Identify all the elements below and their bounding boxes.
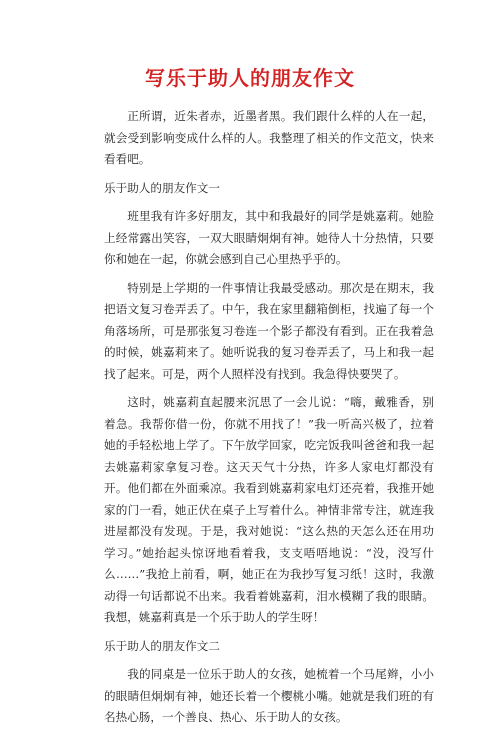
section-heading: 乐于助人的朋友作文一 (104, 180, 220, 195)
intro-paragraph: 正所谓，近朱者赤，近墨者黑。我们跟什么样的人在一起，就会受到影响变成什么样的人。我整理了相关的作文范文，快来看看吧。 (104, 109, 434, 166)
section-heading: 乐于助人的朋友作文二 (104, 638, 220, 653)
document-body (104, 106, 434, 736)
body-paragraph: 班里我有许多好朋友，其中和我最好的同学是姚嘉莉。她脸上经常露出笑容，一双大眼睛炯炯有神。她待人十分热情，只要你和她在一起，你就会感到自己心里热乎乎的。 (104, 209, 434, 266)
body-paragraph: 特别是上学期的一件事情让我最受感动。那次是在期末，我把语文复习卷弄丢了。中午，我在家里翻箱倒柜，找遍了每一个角落场所，可是那张复习卷连一个影子都没有看到。正在我着急的时候，姚嘉莉来了。她听说我的复习卷弄丢了，马上和我一起找了起来。可是，两个人照样没有找到。我急得快要哭了。 (104, 280, 434, 381)
document-title: 写乐于助人的朋友作文 (145, 66, 355, 90)
body-paragraph: 这时，姚嘉莉直起腰来沉思了一会儿说：“嗨，戴雅香，别着急。我帮你借一份，你就不用找了！”我一听高兴极了，拉着她的手轻松地上学了。下午放学回家，吃完饭我叫爸爸和我一起去姚嘉莉家拿复习卷。这天天气十分热，许多人家电灯都没有开。他们都在外面乘凉。我看到姚嘉莉家电灯还亮着，我推开她家的门一看，她正伏在桌子上写着什么。神情非常专注，就连我进屋都没有发现。于是，我对她说：“这么热的天怎么还在用功学习。”她抬起头惊讶地看着我，支支唔唔地说：“没，没写什么……”我抢上前看，啊，她正在为我抄写复习纸！这时，我激动得一句话都说不出来。我看着姚嘉莉，泪水模糊了我的眼睛。我想，姚嘉莉真是一个乐于助人的学生呀！ (104, 395, 434, 624)
body-paragraph: 我的同桌是一位乐于助人的女孩，她梳着一个马尾辫，小小的眼睛但炯炯有神，她还长着一个樱桃小嘴。她就是我们班的有名热心肠，一个善良、热心、乐于助人的女孩。 (104, 667, 434, 724)
